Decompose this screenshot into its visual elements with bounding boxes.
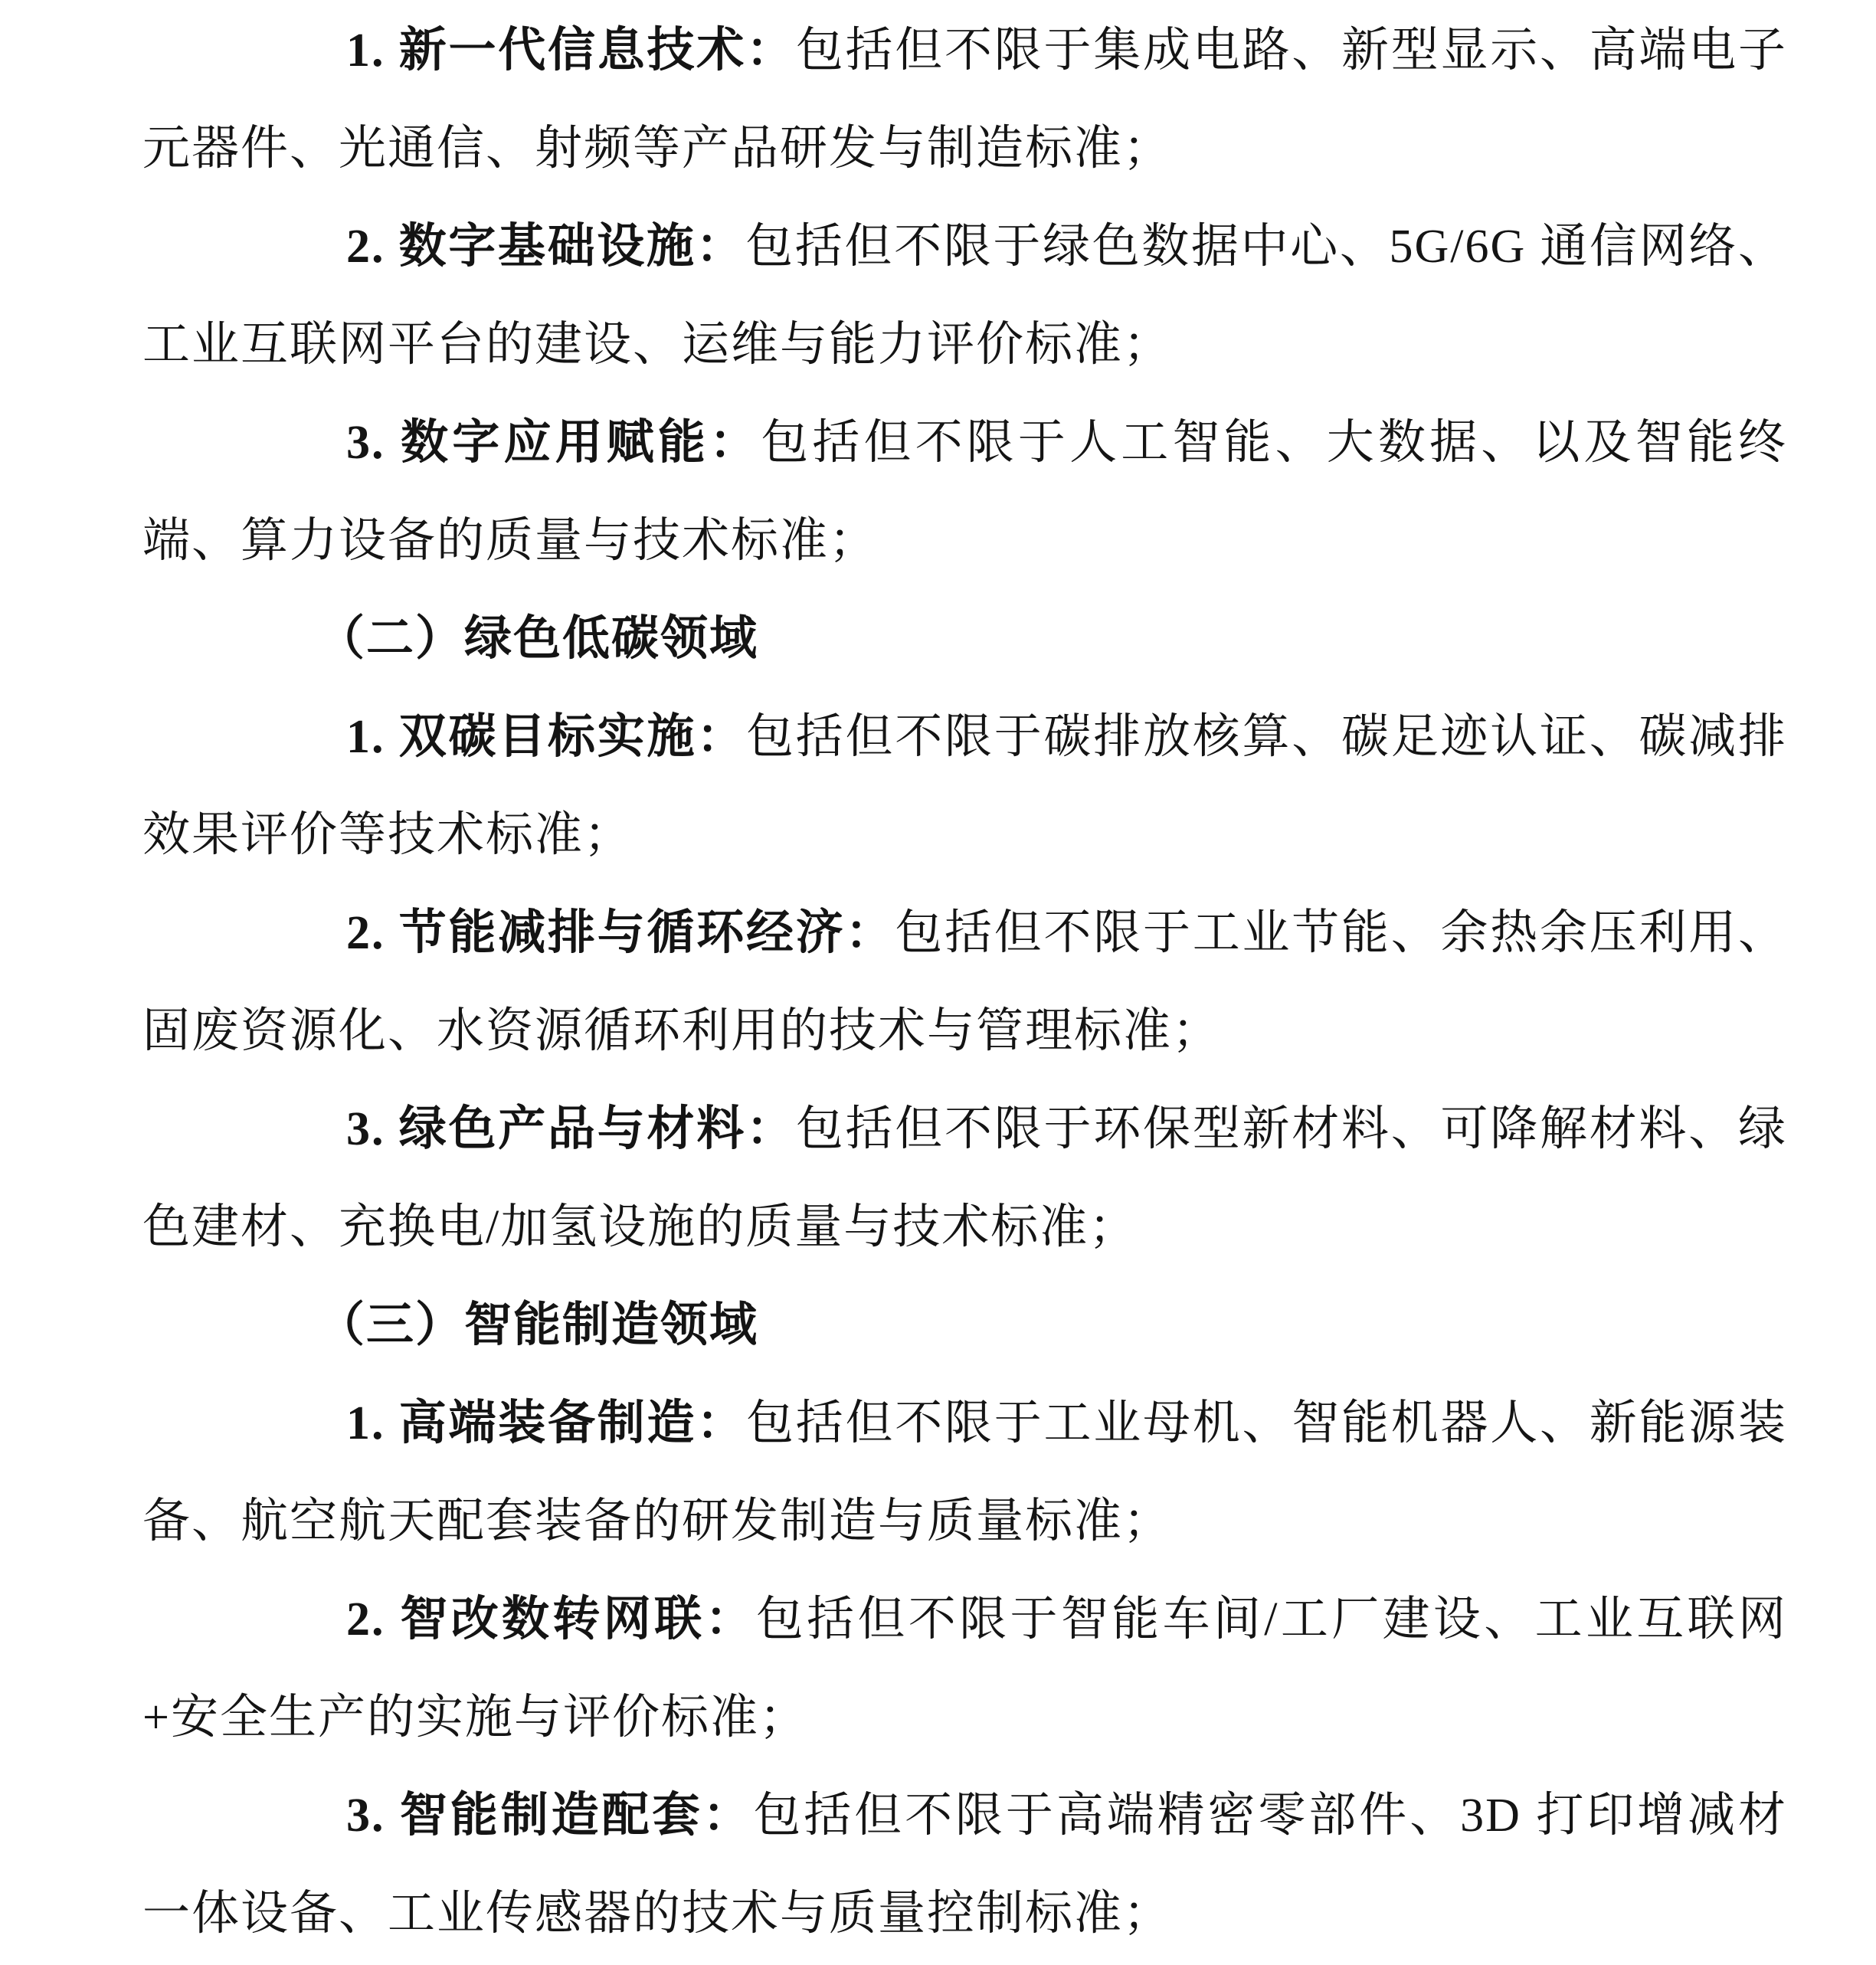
item-body: 包括但不限于碳排放核算、碳足迹认证、碳减排效果评价等技术标准；: [142, 711, 1787, 861]
item-lead: 2. 数字基础设施：: [346, 221, 746, 273]
item-body: 包括但不限于工业节能、余热余压利用、固废资源化、水资源循环利用的技术与管理标准；: [142, 907, 1787, 1057]
item-body: 包括但不限于高端精密零部件、3D 打印增减材一体设备、工业传感器的技术与质量控制标准；: [142, 1790, 1787, 1940]
item-lead: 2. 节能减排与循环经济：: [346, 907, 895, 959]
item-lead: 2. 智改数转网联：: [346, 1593, 756, 1646]
numbered-item: [142, 2, 1787, 198]
numbered-item: [142, 198, 1787, 394]
numbered-item: [142, 1767, 1787, 1963]
numbered-item: [142, 394, 1787, 590]
numbered-item: [142, 688, 1787, 884]
item-lead: 1. 双碳目标实施：: [346, 711, 746, 763]
item-body: 包括但不限于环保型新材料、可降解材料、绿色建材、充换电/加氢设施的质量与技术标准；: [142, 1103, 1787, 1253]
item-body: 包括但不限于工业母机、智能机器人、新能源装备、航空航天配套装备的研发制造与质量标准；: [142, 1397, 1787, 1547]
item-body: 包括但不限于智能车间/工厂建设、工业互联网+安全生产的实施与评价标准；: [142, 1593, 1787, 1744]
numbered-item: [142, 1080, 1787, 1276]
section-heading-text: （三）智能制造领域: [317, 1299, 759, 1351]
numbered-item: [142, 1570, 1787, 1767]
document-body: [142, 2, 1787, 1963]
item-lead: 3. 智能制造配套：: [346, 1790, 754, 1842]
section-heading: [142, 1276, 1787, 1374]
item-body: 包括但不限于绿色数据中心、5G/6G 通信网络、工业互联网平台的建设、运维与能力评价标准；: [142, 221, 1787, 371]
item-lead: 1. 高端装备制造：: [346, 1397, 746, 1449]
item-body: 包括但不限于集成电路、新型显示、高端电子元器件、光通信、射频等产品研发与制造标准；: [142, 25, 1787, 175]
section-heading-text: （二）绿色低碳领域: [317, 613, 759, 665]
item-body: 包括但不限于人工智能、大数据、以及智能终端、算力设备的质量与技术标准；: [142, 417, 1787, 567]
section-heading: [142, 590, 1787, 688]
item-lead: 3. 数字应用赋能：: [346, 417, 761, 469]
numbered-item: [142, 1374, 1787, 1570]
numbered-item: [142, 884, 1787, 1080]
item-lead: 1. 新一代信息技术：: [346, 25, 796, 77]
item-lead: 3. 绿色产品与材料：: [346, 1103, 796, 1155]
